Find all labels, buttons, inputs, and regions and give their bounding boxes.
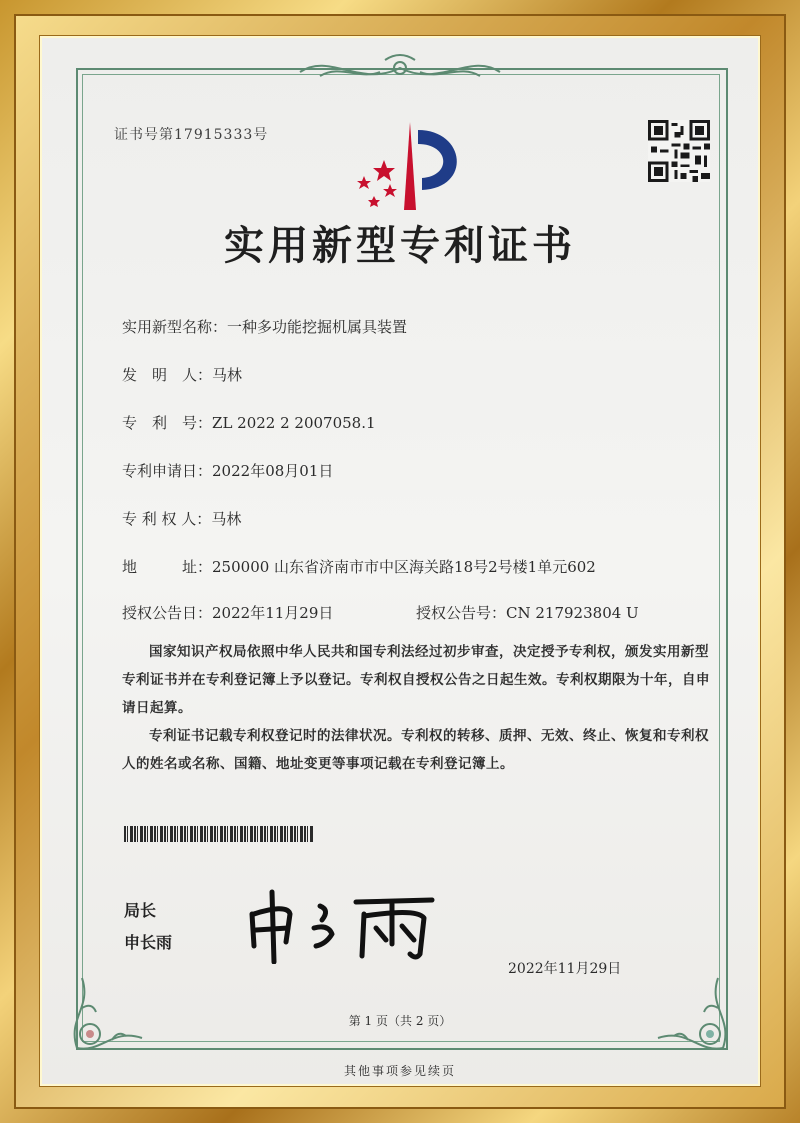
certificate-number: 证书号第17915333号	[114, 127, 269, 143]
field-label: 专 利 权 人：	[122, 510, 212, 528]
field-value: 马林	[211, 510, 242, 528]
field-utility-model-name	[122, 316, 407, 337]
field-label: 专利申请日：	[122, 462, 213, 480]
field-label: 发 明 人：	[122, 366, 213, 384]
field-label: 实用新型名称：	[122, 318, 228, 336]
certificate-paper	[42, 38, 758, 1084]
field-value: 2022年08月01日	[212, 462, 334, 480]
body-paragraph-1: 国家知识产权局依照中华人民共和国专利法经过初步审查，决定授予专利权，颁发实用新型专利证书并在专利登记簿上予以登记。专利权自授权公告之日起生效。专利权期限为十年，自申请日起算。	[122, 644, 710, 716]
cnipa-logo-icon	[346, 118, 476, 218]
barcode-icon	[124, 826, 314, 842]
field-value: 马林	[212, 366, 243, 384]
field-label: 地 址：	[122, 558, 213, 576]
field-patentee	[122, 508, 241, 529]
page-number: 第 1 页（共 2 页）	[348, 1014, 452, 1028]
field-value: 250000 山东省济南市市中区海关路18号2号楼1单元602	[212, 558, 596, 576]
field-value: 一种多功能挖掘机属具装置	[227, 318, 408, 336]
body-paragraph-2: 专利证书记载专利权登记时的法律状况。专利权的转移、质押、无效、终止、恢复和专利权人的姓名或名称、国籍、地址变更等事项记载在专利登记簿上。	[122, 728, 709, 772]
signer-title: 局长	[124, 901, 157, 920]
field-value: CN 217923804 U	[506, 604, 639, 622]
field-grant-date	[122, 602, 333, 623]
top-ornament-icon	[290, 50, 510, 90]
field-value: 2022年11月29日	[212, 604, 334, 622]
field-value: ZL 2022 2 2007058.1	[212, 414, 376, 432]
footer-note: 其他事项参见续页	[343, 1064, 456, 1078]
field-grant-number	[416, 602, 639, 623]
field-label: 专 利 号：	[122, 414, 213, 432]
handwritten-signature-icon	[242, 884, 442, 964]
issue-date: 2022年11月29日	[508, 961, 622, 977]
field-label: 授权公告日：	[122, 604, 213, 622]
field-filing-date	[122, 460, 333, 481]
field-address	[122, 556, 596, 577]
field-inventor	[122, 364, 242, 385]
certificate-title: 实用新型专利证书	[224, 222, 576, 269]
qr-code-icon	[648, 120, 710, 182]
signer-name: 申长雨	[124, 933, 173, 952]
field-label: 授权公告号：	[416, 604, 507, 622]
field-patent-number	[122, 412, 376, 433]
